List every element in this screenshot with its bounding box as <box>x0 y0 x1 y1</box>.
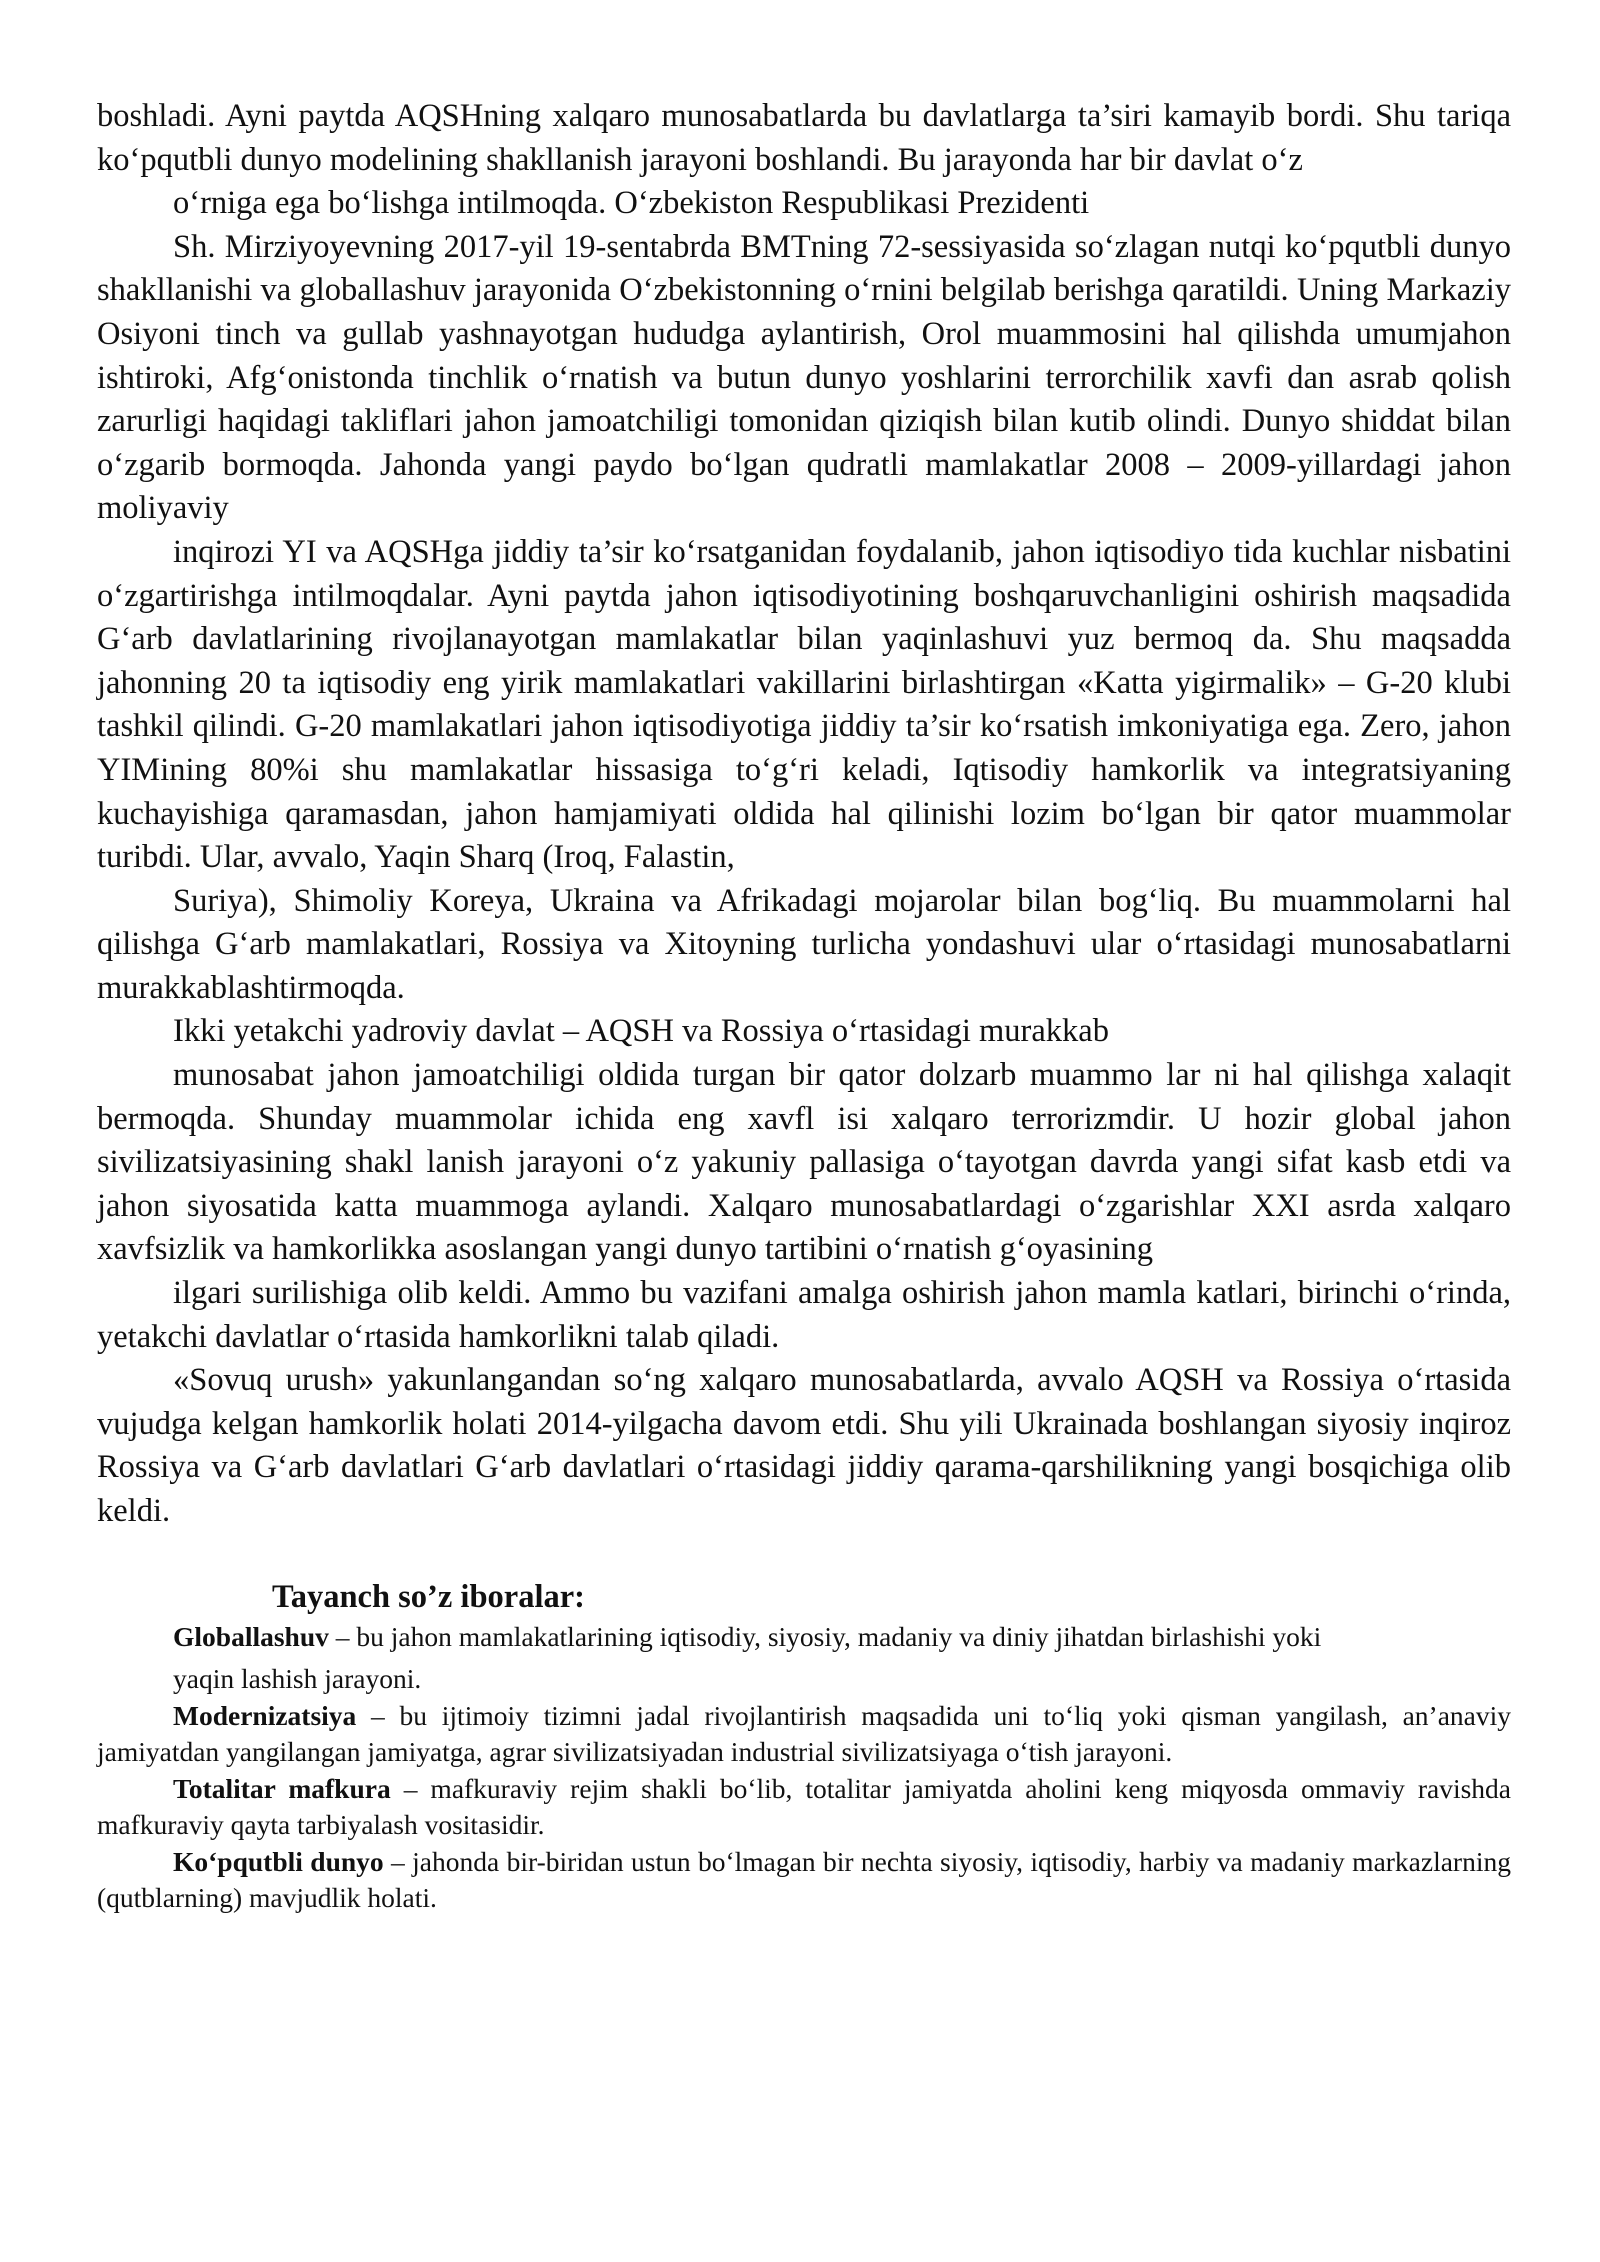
glossary-definition: – bu ijtimoiy tizimni jadal rivojlantirish maqsadida uni to‘liq yoki qisman yangilash, an’anaviy jamiyatdan yangilangan jamiyatga, agrar sivilizatsiyadan industrial sivilizatsiyaga o‘tish jarayoni. <box>97 1699 1511 1768</box>
glossary-entry <box>97 1698 1511 1771</box>
paragraph: Sh. Mirziyoyevning 2017-yil 19-sentabrda BMTning 72-sessiyasida so‘zlagan nutqi ko‘pqutbli dunyo shakllanishi va globallashuv jarayonida O‘zbekistonning o‘rnini belgilab berishga qaratildi. Uning Markaziy Osiyoni tinch va gullab yashnayotgan hududga aylantirish, Orol muammosini hal qilishda umumjahon ishtiroki, Afg‘onistonda tinchlik o‘rnatish va butun dunyo yoshlarini terrorchilik xavfi dan asrab qolish zarurligi haqidagi takliflari jahon jamoatchiligi tomonidan qiziqish bilan kutib olindi. Dunyo shiddat bilan o‘zgarib bormoqda. Jahonda yangi paydo bo‘lgan qudratli mamlakatlar 2008 – 2009-yillardagi jahon moliyaviy <box>97 228 1511 527</box>
glossary-term: Ko‘pqutbli dunyo <box>173 1845 384 1877</box>
glossary <box>97 1619 1511 1917</box>
glossary-term: Modernizatsiya <box>173 1699 357 1731</box>
paragraph: «Sovuq urush» yakunlangandan so‘ng xalqaro munosabatlarda, avvalo AQSH va Rossiya o‘rtasida vujudga kelgan hamkorlik holati 2014-yilgacha davom etdi. Shu yili Ukrainada boshlangan siyosiy inqiroz Rossiya va G‘arb davlatlari G‘arb davlatlari o‘rtasidagi jiddiy qarama-qarshilikning yangi bosqichiga olib keldi. <box>97 1362 1511 1529</box>
paragraph: Suriya), Shimoliy Koreya, Ukraina va Afrikadagi mojarolar bilan bog‘liq. Bu muammolarni hal qilishga G‘arb mamlakatlari, Rossiya va Xitoyning turlicha yondashuvi ular o‘rtasidagi munosabatlarni murakkablashtirmoqda. <box>97 882 1511 1006</box>
glossary-entry <box>97 1771 1511 1844</box>
paragraph: Ikki yetakchi yadroviy davlat – AQSH va Rossiya o‘rtasidagi murakkab <box>173 1013 1109 1050</box>
paragraph: boshladi. Ayni paytda AQSHning xalqaro munosabatlarda bu davlatlarga ta’siri kamayib bordi. Shu tariqa ko‘pqutbli dunyo modelining shakllanish jarayoni boshlandi. Bu jarayonda har bir davlat o‘z <box>97 98 1511 178</box>
document-page <box>97 95 1511 1917</box>
glossary-term: Globallashuv <box>173 1620 329 1652</box>
paragraph: ilgari surilishiga olib keldi. Ammo bu vazifani amalga oshirish jahon mamla katlari, birinchi o‘rinda, yetakchi davlatlar o‘rtasida hamkorlikni talab qiladi. <box>97 1275 1511 1355</box>
paragraph: inqirozi YI va AQSHga jiddiy ta’sir ko‘rsatganidan foydalanib, jahon iqtisodiyo tida kuchlar nisbatini o‘zgartirishga intilmoqdalar. Ayni paytda jahon iqtisodiyotining boshqaruvchanligini oshirish maqsadida G‘arb davlatlarining rivojlanayotgan mamlakatlar bilan yaqinlashuvi yuz bermoq da. Shu maqsadda jahonning 20 ta iqtisodiy eng yirik mamlakatlari vakillarini birlashtirgan «Katta yigirmalik» – G-20 klubi tashkil qilindi. G-20 mamlakatlari jahon iqtisodiyotiga jiddiy ta’sir ko‘rsatish imkoniyatiga ega. Zero, jahon YIMining 80%i shu mamlakatlar hissasiga to‘g‘ri keladi, Iqtisodiy hamkorlik va integratsiyaning kuchayishiga qaramasdan, jahon hamjamiyati oldida hal qilinishi lozim bo‘lgan bir qator muammolar turibdi. Ular, avvalo, Yaqin Sharq (Iroq, Falastin, <box>97 533 1511 876</box>
glossary-entry-continuation: yaqin lashish jarayoni. <box>173 1663 422 1695</box>
section-heading: Tayanch so’z iboralar: <box>272 1578 585 1615</box>
paragraph: munosabat jahon jamoatchiligi oldida turgan bir qator dolzarb muammo lar ni hal qilishga xalaqit bermoqda. Shunday muammolar ichida eng xavfl isi xalqaro terrorizmdir. U hozir global jahon sivilizatsiyasining shakl lanish jarayoni o‘z yakuniy pallasiga o‘tayotgan davrda yangi sifat kasb etdi va jahon siyosatida katta muammoga aylandi. Xalqaro munosabatlardagi o‘zgarishlar XXI asrda xalqaro xavfsizlik va hamkorlikka asoslangan yangi dunyo tartibini o‘rnatish g‘oyasining <box>97 1057 1511 1268</box>
glossary-term: Totalitar mafkura <box>173 1772 391 1804</box>
paragraph: o‘rniga ega bo‘lishga intilmoqda. O‘zbekiston Respublikasi Prezidenti <box>173 185 1090 222</box>
body-text <box>97 95 1511 1534</box>
glossary-entry <box>97 1844 1511 1917</box>
glossary-definition: – bu jahon mamlakatlarining iqtisodiy, siyosiy, madaniy va diniy jihatdan birlashishi yoki <box>328 1620 1322 1652</box>
glossary-definition: – mafkuraviy rejim shakli bo‘lib, totalitar jamiyatda aholini keng miqyosda ommaviy ravishda mafkuraviy qayta tarbiyalash vositasidir. <box>97 1772 1511 1841</box>
glossary-entry <box>97 1619 1511 1656</box>
glossary-definition: – jahonda bir-biridan ustun bo‘lmagan bir nechta siyosiy, iqtisodiy, harbiy va madaniy markazlarning (qutblarning) mavjudlik holati. <box>97 1845 1511 1914</box>
